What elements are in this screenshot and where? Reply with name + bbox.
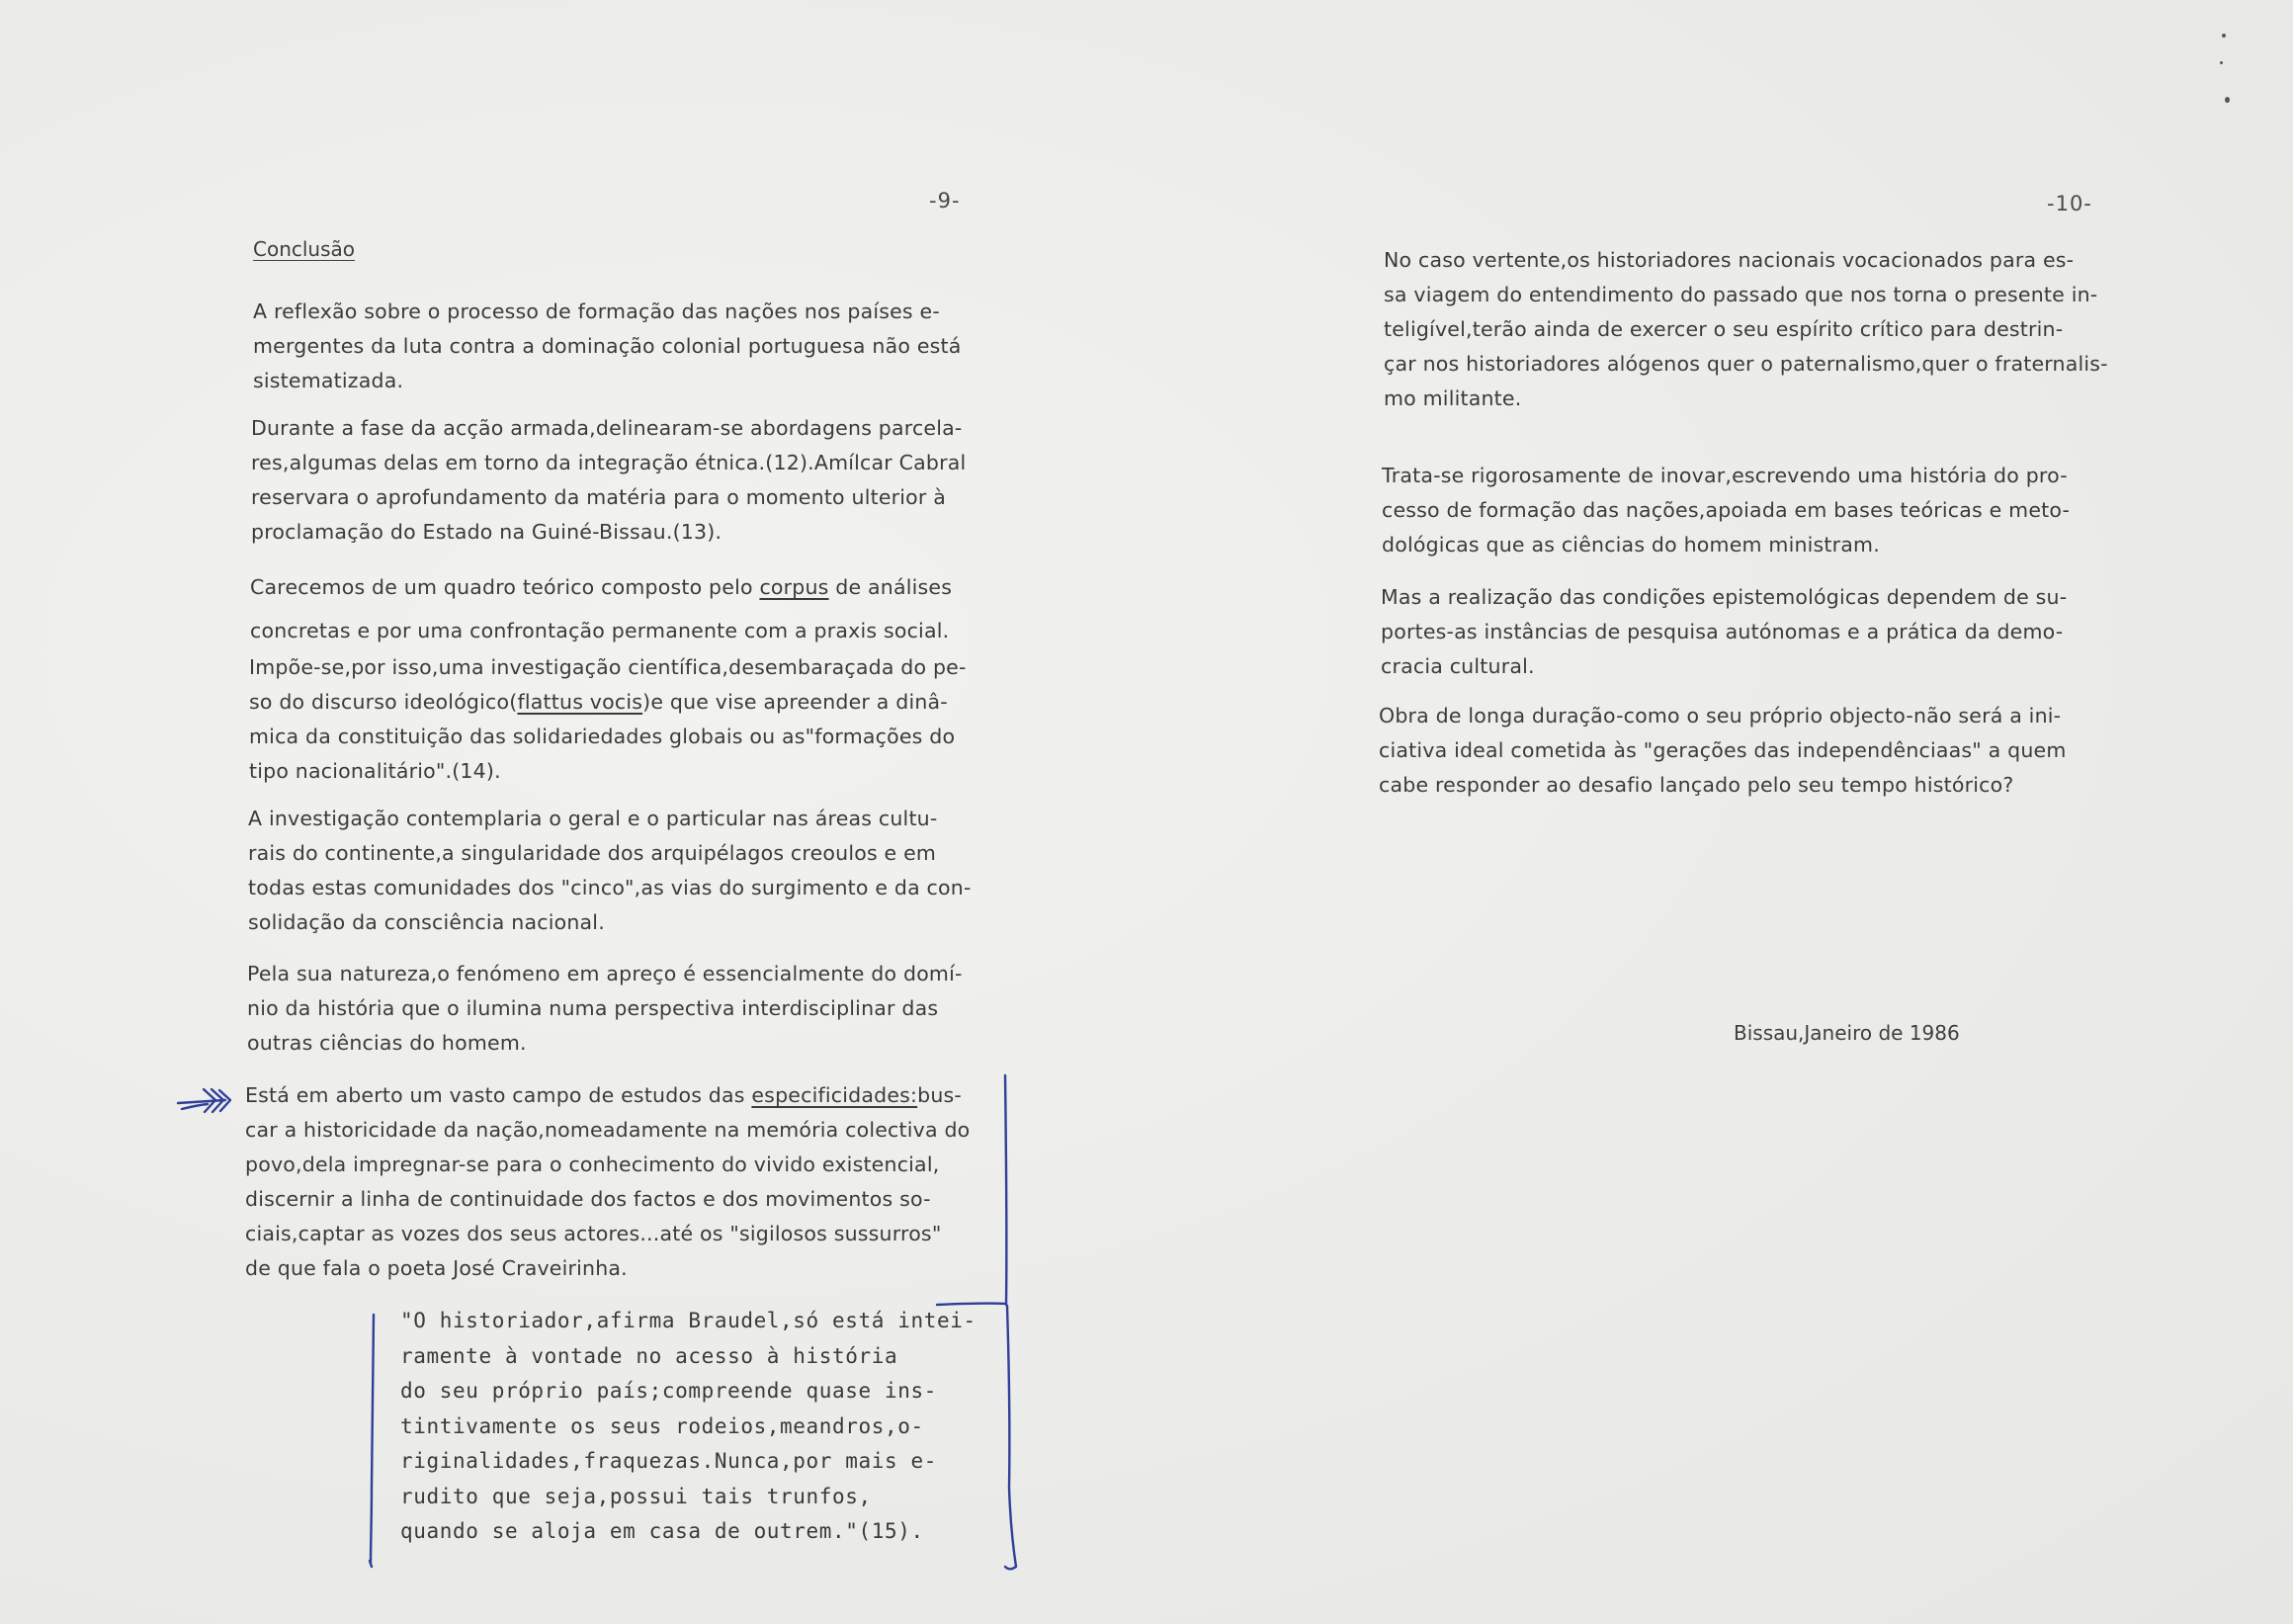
- text-line: Carecemos de um quadro teórico composto pelo corpus de análises: [250, 575, 953, 599]
- text-line: dológicas que as ciências do homem ministram.: [1382, 533, 1880, 556]
- text-line: so do discurso ideológico(flattus vocis)e que vise apreender a dinâ-: [249, 690, 948, 714]
- text-line: Durante a fase da acção armada,delinearam-se abordagens parcela-: [251, 416, 963, 440]
- text-line: proclamação do Estado na Guiné-Bissau.(13).: [251, 520, 722, 544]
- text-line: A investigação contemplaria o geral e o particular nas áreas cultu-: [248, 807, 938, 830]
- text-line: povo,dela impregnar-se para o conhecimento do vivido existencial,: [245, 1153, 940, 1176]
- page-number: -9-: [929, 189, 961, 213]
- text-line: reservara o aprofundamento da matéria para o momento ulterior à: [251, 485, 947, 509]
- text-line: Obra de longa duração-como o seu próprio objecto-não será a ini-: [1379, 704, 2062, 727]
- paragraph-4: [249, 650, 967, 789]
- paragraph-3: [250, 565, 952, 652]
- section-heading: Conclusão: [253, 237, 356, 261]
- text-line: mo militante.: [1384, 386, 1522, 410]
- text-line: de que fala o poeta José Craveirinha.: [245, 1256, 628, 1280]
- paper-speck: [2225, 97, 2230, 103]
- text-line: solidação da consciência nacional.: [248, 910, 605, 934]
- text-line: teligível,terão ainda de exercer o seu espírito crítico para destrin-: [1384, 317, 2064, 341]
- text-line: todas estas comunidades dos "cinco",as vias do surgimento e da con-: [248, 876, 972, 899]
- corpus-term: corpus: [759, 575, 829, 599]
- text-line: cesso de formação das nações,apoiada em bases teóricas e meto-: [1382, 498, 2071, 522]
- paragraph-4: [1379, 699, 2067, 803]
- place-date-signature: Bissau,Janeiro de 1986: [1734, 1021, 1960, 1045]
- text-line: sistematizada.: [253, 369, 404, 392]
- text-line: car a historicidade da nação,nomeadamente na memória colectiva do: [245, 1118, 971, 1142]
- text-line: discernir a linha de continuidade dos factos e dos movimentos so-: [245, 1187, 931, 1211]
- text-line: Está em aberto um vasto campo de estudos das especificidades:bus-: [245, 1083, 963, 1107]
- paragraph-3: [1381, 580, 2067, 684]
- flattus-vocis-term: flattus vocis: [517, 690, 643, 714]
- quote-line: ramente à vontade no acesso à história: [400, 1343, 898, 1368]
- text-line: A reflexão sobre o processo de formação das nações nos países e-: [253, 299, 940, 323]
- text-line: cabe responder ao desafio lançado pelo seu tempo histórico?: [1379, 773, 2014, 797]
- text-line: Pela sua natureza,o fenómeno em apreço é essencialmente do domí-: [247, 962, 963, 985]
- paper-speck: [2220, 61, 2223, 64]
- quote-line: do seu próprio país;compreende quase ins-: [400, 1379, 937, 1403]
- bracket-annotation-icon: [366, 1072, 1038, 1577]
- text-line: nio da história que o ilumina numa perspectiva interdisciplinar das: [247, 996, 939, 1020]
- paper-speck: [2222, 34, 2226, 38]
- text-line: Trata-se rigorosamente de inovar,escrevendo uma história do pro-: [1382, 464, 2068, 487]
- text-line: No caso vertente,os historiadores nacionais vocacionados para es-: [1384, 248, 2075, 272]
- text-line: çar nos historiadores alógenos quer o paternalismo,quer o fraternalis-: [1384, 352, 2108, 376]
- paragraph-5: [248, 802, 972, 940]
- text-line: res,algumas delas em torno da integração étnica.(12).Amílcar Cabral: [251, 451, 967, 474]
- text-line: ciativa ideal cometida às "gerações das independênciaas" a quem: [1379, 738, 2067, 762]
- quote-line: rudito que seja,possui tais trunfos,: [400, 1484, 872, 1508]
- paragraph-6: [247, 957, 963, 1061]
- page-10: [1146, 0, 2293, 1624]
- quote-line: "O historiador,afirma Braudel,só está intei-: [400, 1309, 977, 1332]
- text-line: ciais,captar as vozes dos seus actores...até os "sigilosos sussurros": [245, 1222, 942, 1245]
- paragraph-2: [1382, 459, 2070, 562]
- quote-line: quando se aloja em casa de outrem."(15).: [400, 1519, 924, 1543]
- text-line: outras ciências do homem.: [247, 1031, 527, 1055]
- text-line: mergentes da luta contra a dominação colonial portuguesa não está: [253, 334, 962, 358]
- text-line: portes-as instâncias de pesquisa autónomas e a prática da demo-: [1381, 620, 2064, 643]
- text-line: Mas a realização das condições epistemológicas dependem de su-: [1381, 585, 2068, 609]
- especificidades-term: especificidades:: [751, 1083, 918, 1107]
- page-number: -10-: [2047, 192, 2092, 215]
- paragraph-1: [253, 295, 962, 398]
- paragraph-2: [251, 411, 966, 550]
- text-line: cracia cultural.: [1381, 654, 1535, 678]
- text-line: tipo nacionalitário".(14).: [249, 759, 501, 783]
- text-line: sa viagem do entendimento do passado que nos torna o presente in-: [1384, 283, 2098, 306]
- text-line: concretas e por uma confrontação permanente com a praxis social.: [250, 619, 950, 642]
- text-line: mica da constituição das solidariedades globais ou as"formações do: [249, 725, 956, 748]
- quote-line: riginalidades,fraquezas.Nunca,por mais e-: [400, 1449, 937, 1473]
- arrow-annotation-icon: [174, 1083, 235, 1119]
- text-line: rais do continente,a singularidade dos arquipélagos creoulos e em: [248, 841, 937, 865]
- text-line: Impõe-se,por isso,uma investigação científica,desembaraçada do pe-: [249, 655, 967, 679]
- paragraph-1: [1384, 243, 2108, 416]
- quote-line: tintivamente os seus rodeios,meandros,o-: [400, 1413, 924, 1438]
